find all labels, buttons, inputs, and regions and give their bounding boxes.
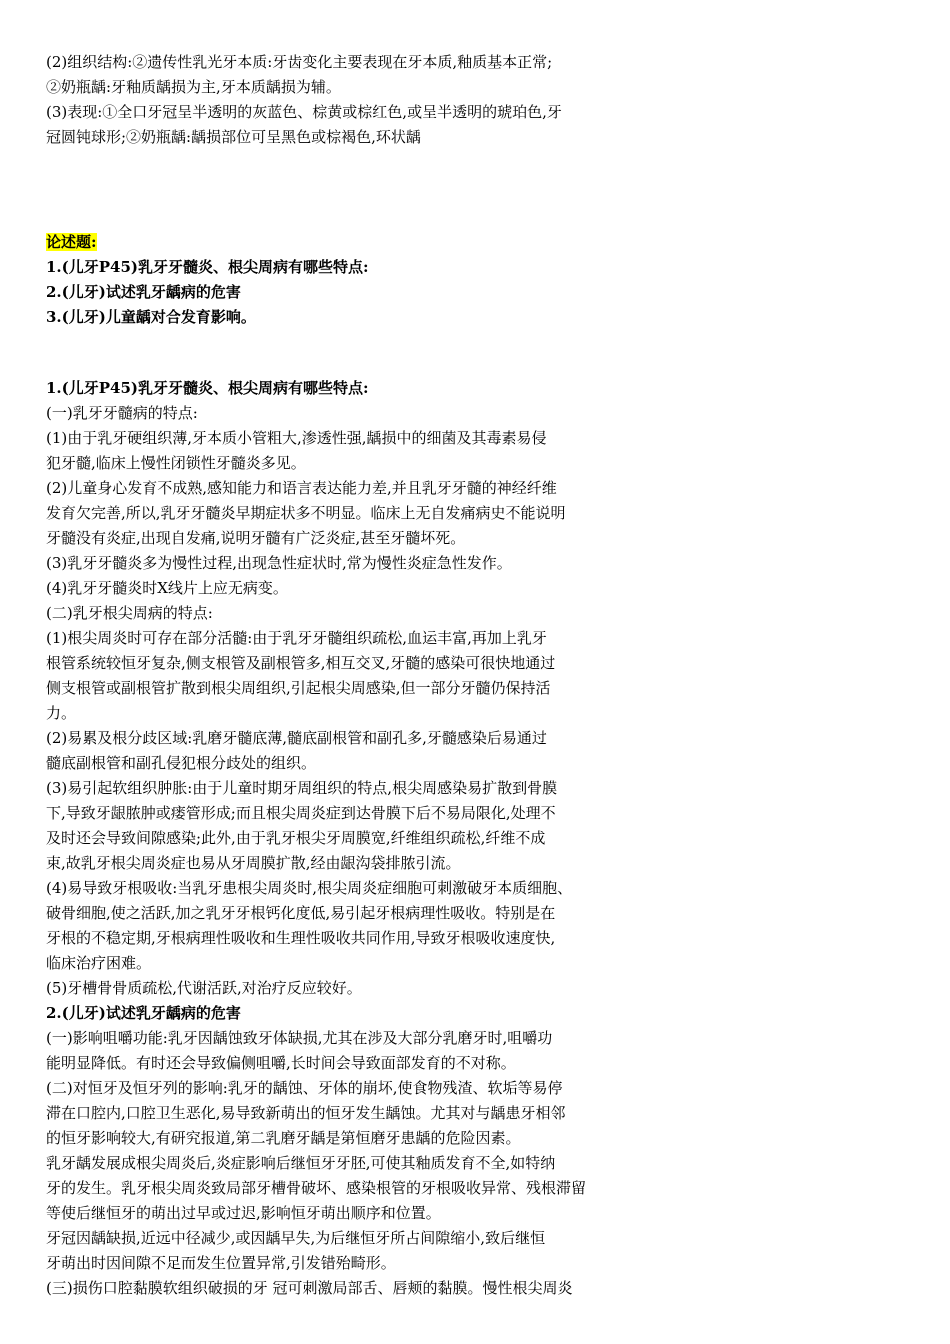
answer-1	[46, 376, 646, 1001]
text-line: 冠圆钝球形;②奶瓶龋:龋损部位可呈黑色或棕褐色,环状龋	[46, 128, 421, 146]
text-line: 下,导致牙龈脓肿或瘘管形成;而且根尖周炎症到达骨膜下后不易局限化,处理不	[46, 804, 556, 822]
text-line: 牙髓没有炎症,出现自发痛,说明牙髓有广泛炎症,甚至牙髓坏死。	[46, 529, 466, 547]
text-line: (4)易导致牙根吸收:当乳牙患根尖周炎时,根尖周炎症细胞可刺激破牙本质细胞、	[46, 879, 573, 897]
text-line: (5)牙槽骨骨质疏松,代谢活跃,对治疗反应较好。	[46, 979, 362, 997]
text-line: (2)儿童身心发育不成熟,感知能力和语言表达能力差,并且乳牙牙髓的神经纤维	[46, 479, 557, 497]
text-line: (二)乳牙根尖周病的特点:	[46, 604, 213, 622]
text-line: ②奶瓶龋:牙釉质龋损为主,牙本质龋损为辅。	[46, 78, 341, 96]
essay-heading	[46, 230, 646, 255]
text-line: (二)对恒牙及恒牙列的影响:乳牙的龋蚀、牙体的崩坏,使食物残渣、软垢等易停	[46, 1079, 563, 1097]
text-line: (1)由于乳牙硬组织薄,牙本质小管粗大,渗透性强,龋损中的细菌及其毒素易侵	[46, 429, 547, 447]
text-line: (一)乳牙牙髓病的特点:	[46, 404, 198, 422]
text-line: 破骨细胞,使之活跃,加之乳牙牙根钙化度低,易引起牙根病理性吸收。特别是在	[46, 904, 556, 922]
text-line: 髓底副根管和副孔侵犯根分歧处的组织。	[46, 754, 317, 772]
essay-heading-label: 论述题:	[46, 233, 97, 251]
text-line: (2)易累及根分歧区域:乳磨牙髓底薄,髓底副根管和副孔多,牙髓感染后易通过	[46, 729, 547, 747]
text-line: 牙的发生。乳牙根尖周炎致局部牙槽骨破坏、感染根管的牙根吸收异常、残根滞留	[46, 1179, 587, 1197]
essay-question: 1.(儿牙P45)乳牙牙髓炎、根尖周病有哪些特点:	[46, 258, 369, 276]
text-line: 侧支根管或副根管扩散到根尖周组织,引起根尖周感染,但一部分牙髓仍保持活	[46, 679, 551, 697]
text-line: (4)乳牙牙髓炎时X线片上应无病变。	[46, 579, 288, 597]
answer-2	[46, 1001, 646, 1301]
text-line: 等使后继恒牙的萌出过早或过迟,影响恒牙萌出顺序和位置。	[46, 1204, 441, 1222]
text-line: 发育欠完善,所以,乳牙牙髓炎早期症状多不明显。临床上无自发痛病史不能说明	[46, 504, 566, 522]
text-line: 乳牙龋发展成根尖周炎后,炎症影响后继恒牙牙胚,可使其釉质发育不全,如特纳	[46, 1154, 556, 1172]
text-line: 牙根的不稳定期,牙根病理性吸收和生理性吸收共同作用,导致牙根吸收速度快,	[46, 929, 556, 947]
text-line: 牙萌出时因间隙不足而发生位置异常,引发错殆畸形。	[46, 1254, 396, 1272]
text-line: (3)乳牙牙髓炎多为慢性过程,出现急性症状时,常为慢性炎症急性发作。	[46, 554, 512, 572]
essay-question: 2.(儿牙)试述乳牙龋病的危害	[46, 283, 241, 301]
text-line: (2)组织结构:②遗传性乳光牙本质:牙齿变化主要表现在牙本质,釉质基本正常;	[46, 53, 553, 71]
text-line: 根管系统较恒牙复杂,侧支根管及副根管多,相互交叉,牙髓的感染可很快地通过	[46, 654, 556, 672]
text-line: 及时还会导致间隙感染;此外,由于乳牙根尖牙周膜宽,纤维组织疏松,纤维不成	[46, 829, 546, 847]
text-line: 力。	[46, 704, 77, 722]
text-line: 滞在口腔内,口腔卫生恶化,易导致新萌出的恒牙发生龋蚀。尤其对与龋患牙相邻	[46, 1104, 566, 1122]
text-line: (3)易引起软组织肿胀:由于儿童时期牙周组织的特点,根尖周感染易扩散到骨膜	[46, 779, 558, 797]
text-line: 束,故乳牙根尖周炎症也易从牙周膜扩散,经由龈沟袋排脓引流。	[46, 854, 461, 872]
text-line: (一)影响咀嚼功能:乳牙因龋蚀致牙体缺损,尤其在涉及大部分乳磨牙时,咀嚼功	[46, 1029, 553, 1047]
text-line: (三)损伤口腔黏膜软组织破损的牙 冠可刺激局部舌、唇颊的黏膜。慢性根尖周炎	[46, 1279, 573, 1297]
answer-title: 2.(儿牙)试述乳牙龋病的危害	[46, 1004, 241, 1022]
essay-question: 3.(儿牙)儿童龋对合发育影响。	[46, 308, 256, 326]
document-page	[46, 50, 646, 1301]
text-line: (3)表现:①全口牙冠呈半透明的灰蓝色、棕黄或棕红色,或呈半透明的琥珀色,牙	[46, 103, 562, 121]
essay-question-block	[46, 230, 646, 330]
text-line: 能明显降低。有时还会导致偏侧咀嚼,长时间会导致面部发育的不对称。	[46, 1054, 516, 1072]
answer-title: 1.(儿牙P45)乳牙牙髓炎、根尖周病有哪些特点:	[46, 379, 369, 397]
text-line: 的恒牙影响较大,有研究报道,第二乳磨牙龋是第恒磨牙患龋的危险因素。	[46, 1129, 521, 1147]
text-line: 犯牙髓,临床上慢性闭锁性牙髓炎多见。	[46, 454, 306, 472]
intro-block	[46, 50, 646, 150]
text-line: (1)根尖周炎时可存在部分活髓:由于乳牙牙髓组织疏松,血运丰富,再加上乳牙	[46, 629, 547, 647]
text-line: 牙冠因龋缺损,近远中径减少,或因龋早失,为后继恒牙所占间隙缩小,致后继恒	[46, 1229, 546, 1247]
text-line: 临床治疗困难。	[46, 954, 152, 972]
